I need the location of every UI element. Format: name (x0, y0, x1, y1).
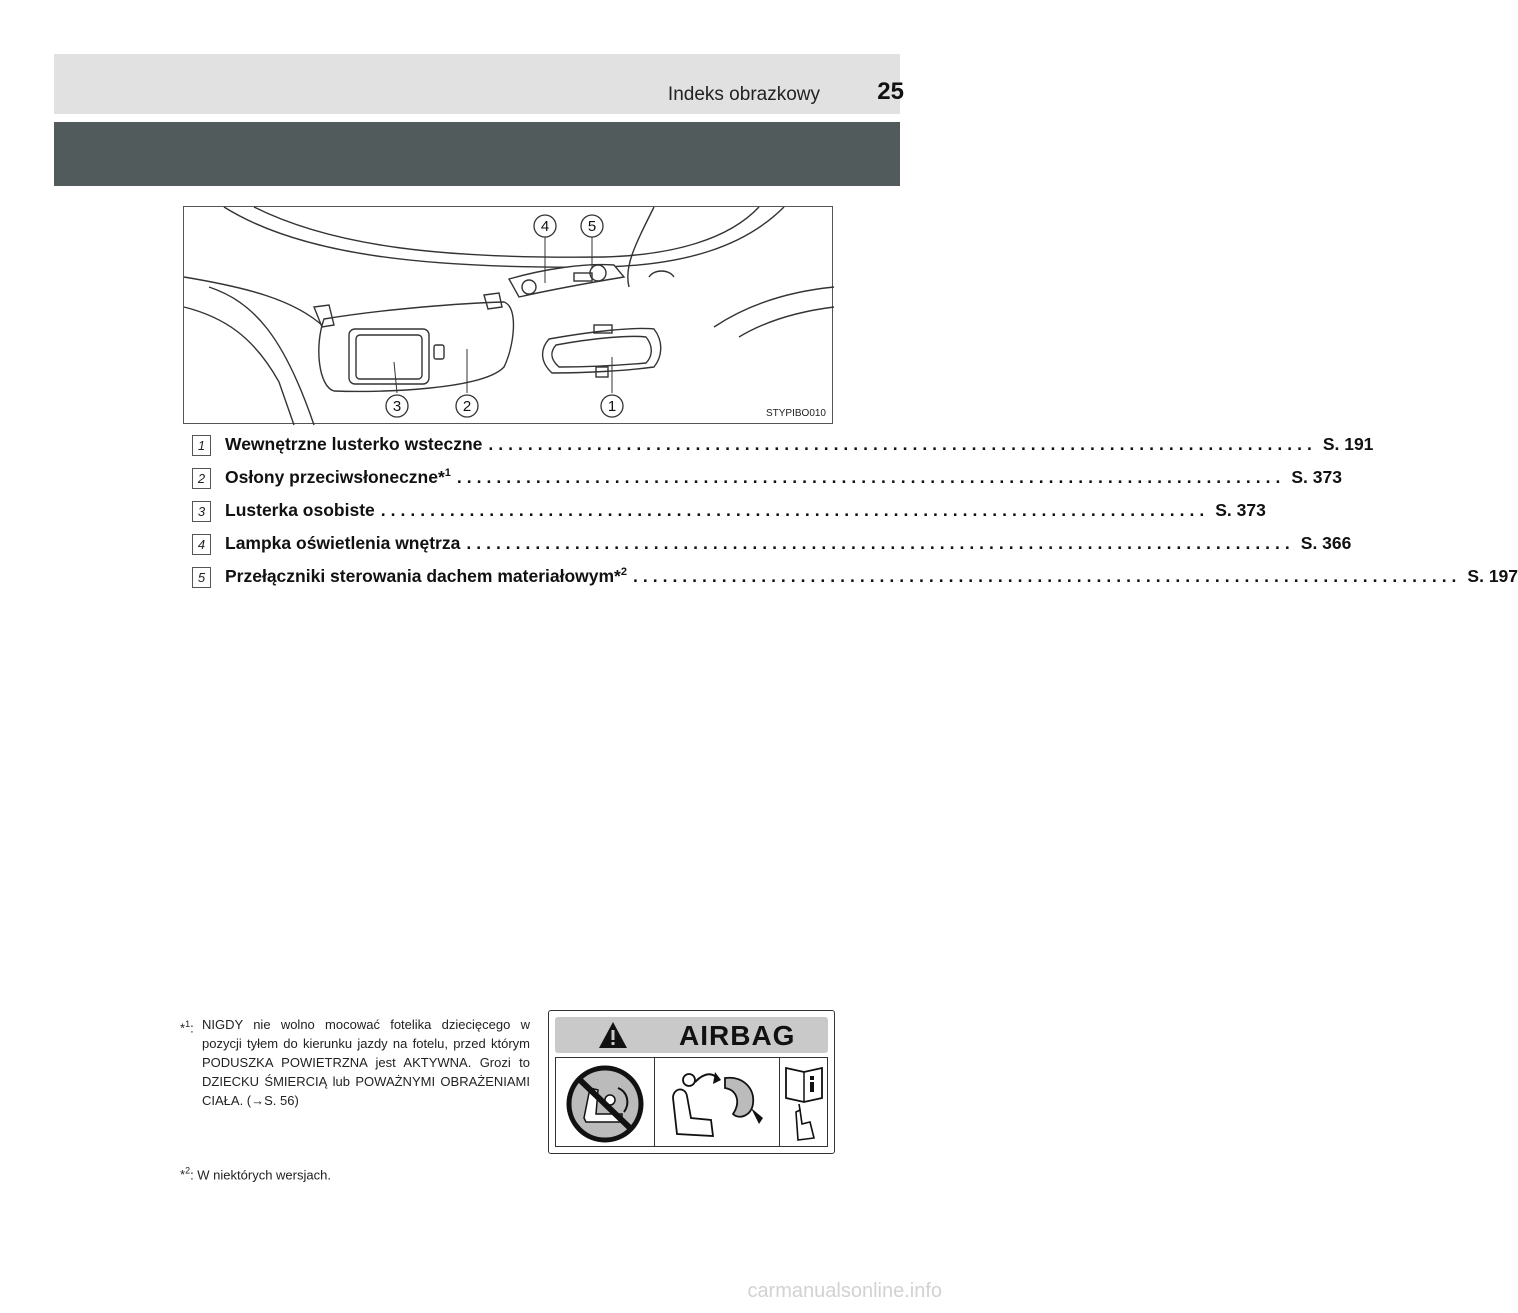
dot-leader: .................................................................................... (466, 533, 1295, 553)
airbag-label-header (555, 1017, 828, 1053)
item-number-badge: 5 (192, 567, 211, 588)
index-item[interactable] (192, 500, 1266, 533)
manual-book-icon (780, 1058, 830, 1148)
warning-triangle-icon (597, 1020, 629, 1050)
item-label: Lampka oświetlenia wnętrza (225, 533, 461, 553)
footnote-2-text: : W niektórych wersjach. (190, 1167, 331, 1183)
footnote-1-text: NIGDY nie wolno mocować fotelika dziecięcego w pozycji tyłem do kierunku jazdy na fotelu, przed którym PODUSZKA POWIETRZNA jest AKTYWNA. Grozi to DZIECKU ŚMIERCIĄ lub POWAŻNYMI OBRAŻENIAMI CIAŁA. (→S. 56) (202, 1017, 530, 1108)
figure-code: STYPIBO010 (765, 408, 826, 419)
item-number-badge: 2 (192, 468, 211, 489)
dot-leader: .................................................................................... (488, 434, 1317, 454)
callout-label-4: 4 (540, 218, 550, 235)
item-number-badge: 3 (192, 501, 211, 522)
page-number: 25 (877, 78, 904, 105)
item-label: Osłony przeciwsłoneczne*$^1$ (225, 467, 451, 487)
airbag-title: AIRBAG (679, 1020, 796, 1051)
item-page-ref[interactable]: S. 197 (1467, 566, 1518, 586)
dot-leader: .................................................................................... (456, 467, 1286, 487)
item-page-ref[interactable]: S. 191 (1322, 434, 1374, 454)
watermark: carmanualsonline.info (747, 1280, 942, 1302)
item-number-badge: 1 (192, 435, 211, 456)
manual-book-cell (780, 1058, 827, 1146)
footnote-1 (180, 1015, 530, 1110)
item-label: Przełączniki sterowania dachem materiałowym*$^2$ (225, 566, 627, 586)
index-item[interactable] (192, 467, 1342, 500)
callout-label-3: 3 (392, 398, 402, 415)
footnote-2-marker: *$^2$ (180, 1166, 191, 1183)
interior-roof-illustration (183, 206, 833, 424)
item-label: Wewnętrzne lusterko wsteczne (225, 434, 483, 454)
dot-leader: .................................................................................... (633, 566, 1462, 586)
callout-label-2: 2 (462, 398, 472, 415)
item-number-badge: 4 (192, 534, 211, 555)
section-banner (54, 122, 900, 186)
no-rear-facing-child-seat-cell (556, 1058, 655, 1146)
airbag-pictograms (555, 1057, 828, 1147)
no-rear-facing-child-seat-icon (556, 1058, 654, 1148)
index-list (192, 434, 1518, 599)
section-title: Indeks obrazkowy (667, 84, 820, 105)
index-item[interactable] (192, 434, 1374, 467)
item-page-ref[interactable]: S. 373 (1291, 467, 1342, 487)
airbag-warning-label (548, 1010, 835, 1154)
item-page-ref[interactable]: S. 366 (1300, 533, 1352, 553)
footnote-1-marker: *$^1$: (180, 1019, 194, 1036)
item-label: Lusterka osobiste (225, 500, 375, 520)
index-item[interactable] (192, 533, 1352, 566)
item-page-ref[interactable]: S. 373 (1215, 500, 1266, 520)
dot-leader: .................................................................................... (380, 500, 1210, 520)
index-item[interactable] (192, 566, 1518, 599)
airbag-deploy-icon (655, 1058, 779, 1148)
callout-label-5: 5 (587, 218, 597, 235)
footnote-2 (180, 1166, 331, 1182)
roof-drawing (184, 207, 834, 425)
airbag-deploy-cell (655, 1058, 780, 1146)
callout-label-1: 1 (607, 398, 617, 415)
